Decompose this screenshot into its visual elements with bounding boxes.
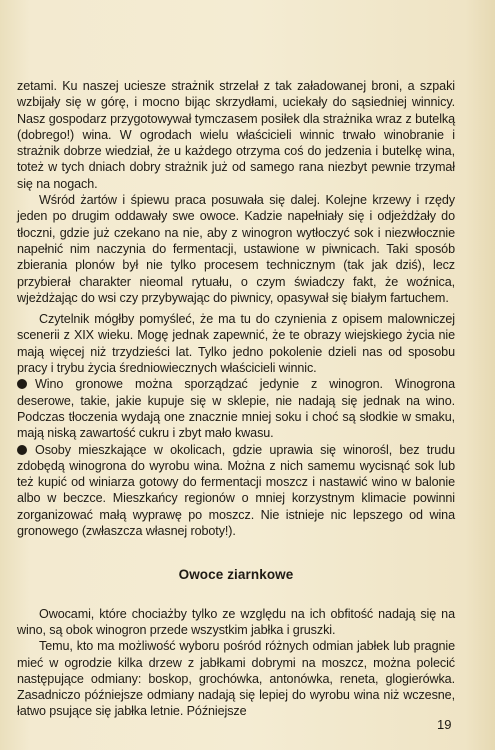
paragraph: Temu, kto ma możliwość wyboru pośród różnych odmian jabłek lub pragnie mieć w ogrodzie kilka drzew z jabłkami dobrymi na moszcz, można polecić następujące odmiany: boskop, grochówka, antonówka, reneta, glogierówka. Zasadniczo późniejsze odmiany nadają się lepiej do wyrobu wina niż wczesne, łatwo psujące się jabłka letnie. Późniejsze [17,639,455,719]
bullet-icon [17,379,27,389]
body-text [17,78,455,720]
paragraph: Wśród żartów i śpiewu praca posuwała się dalej. Kolejne krzewy i rzędy jeden po drugim oddawały swe owoce. Kadzie napełniały się i odjeżdżały do tłoczni, gdzie już czekano na nie, aby z winogron wytłoczyć sok i niezwłocznie napełnić nim naczynia do fermentacji, ustawione w piwnicach. Taki sposób zbierania plonów był nie tylko procesem technicznym (tak jak dziś), lecz przybierał charakter nieomal rytuału, o czym świadczy fakt, że woźnica, wjeżdżając do wsi czy przybywając do piwnicy, opasywał się białym fartuchem. [17,193,455,305]
paragraph: Czytelnik mógłby pomyśleć, że ma tu do czynienia z opisem malowniczej scenerii z XIX wieku. Mogę jednak zapewnić, że te obrazy wiejskiego życia nie mają więcej niż trzydzieści lat. Tylko jedno pokolenie dzieli nas od sposobu pracy i trybu życia średniowiecznych właścicieli winnic. [17,312,455,376]
paragraph: Owocami, które chociażby tylko ze względu na ich obfitość nadają się na wino, są obok winogron przede wszystkim jabłka i gruszki. [17,606,455,637]
bullet-icon [17,445,27,455]
paragraph-continued: zetami. Ku naszej uciesze strażnik strzelał z tak załadowanej broni, a szpaki wzbijały się w górę, i mocno bijąc skrzydłami, uciekały do sąsiedniej winnicy. Nasz gospodarz przygotowywał tymczasem posiłek dla strażnika wraz z butelką (dobrego!) wina. W ogrodach wielu właścicieli winnic trwało winobranie i strażnik dobrze wiedział, że u każdego otrzyma coś do jedzenia i butelkę wina, toteż w tych dniach dobry strażnik już od samego rana niezbyt pewnie trzymał się na nogach. [17,79,455,191]
bullet-paragraph [17,442,455,540]
section-heading: Owoce ziarnkowe [178,567,294,583]
bullet-text: Wino gronowe można sporządzać jedynie z winogron. Winogrona deserowe, takie, jakie kupuje się w sklepie, nie nadają się jednak na wino. Podczas tłoczenia wydają one znacznie mniej soku i choć są słodkie w smaku, mają niską zawartość cukru i zbyt mało kwasu. [17,377,455,441]
bullet-paragraph [17,376,455,441]
bullet-text: Osoby mieszkające w okolicach, gdzie uprawia się winorośl, bez trudu zdobędą winogrona do wyrobu wina. Można z nich samemu wycisnąć sok lub też kupić od winiarza gotowy do fermentacji moszcz i nastawić wino w balonie albo w beczce. Mieszkańcy regionów o mniej korzystnym klimacie powinni zorganizować małą wyprawę po moszcz. Nie istnieje nic lepszego od wina gronowego (zwłaszcza własnej roboty!). [17,442,455,539]
page-number: 19 [437,717,452,732]
